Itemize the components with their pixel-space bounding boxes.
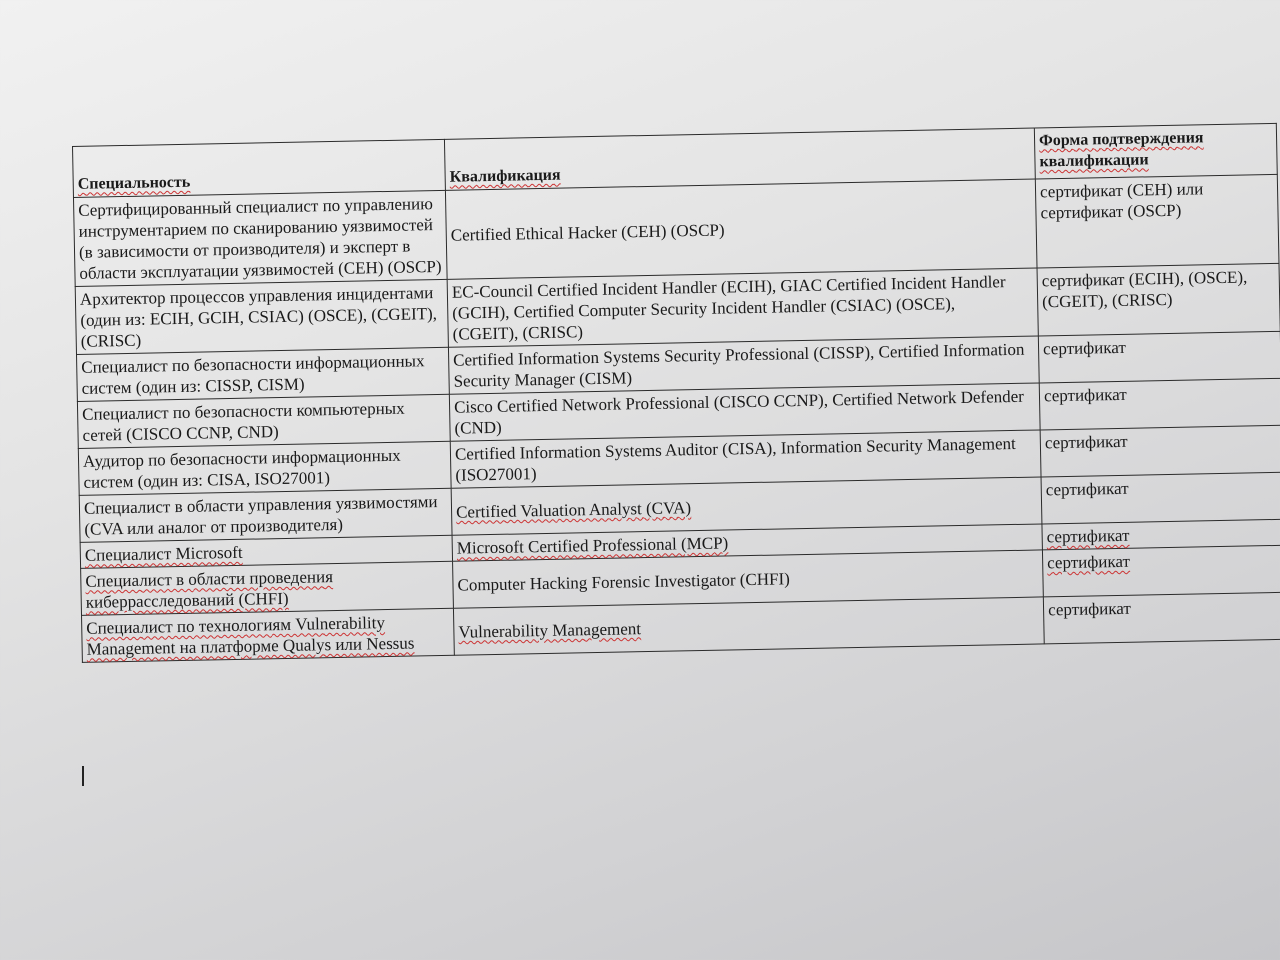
cell-specialty: Специалист в области проведения киберрасследований (CHFI) [81, 561, 454, 615]
cell-specialty: Специалист в области управления уязвимостями (CVA или аналог от производителя) [79, 488, 452, 542]
qualification-table [72, 123, 1280, 663]
cell-qualification: Vulnerability Management [453, 597, 1044, 655]
cell-form: сертификат [1043, 592, 1280, 644]
cell-qualification: Certified Information Systems Security Professional (CISSP), Certified Information Security Manager (CISM) [448, 336, 1039, 394]
cell-qualification: Microsoft Certified Professional (MCP) [452, 524, 1042, 561]
header-qualification: Квалификация [444, 128, 1035, 190]
cell-specialty: Архитектор процессов управления инцидентами (один из: ECIH, GCIH, CSIAC) (OSCE), (CGEIT), (CRISC) [75, 279, 448, 354]
cell-specialty: Специалист по безопасности информационных систем (один из: CISSP, CISM) [77, 347, 450, 401]
cell-form: сертификат [1042, 545, 1280, 597]
cell-qualification: Computer Hacking Forensic Investigator (CHFI) [453, 550, 1044, 608]
cell-specialty: Сертифицированный специалист по управлению инструментарием по сканированию уязвимостей (в зависимости от производителя) и эксперт в области эксплуатации уязвимостей (CEH) (OSCP) [73, 190, 447, 286]
cell-qualification: Certified Ethical Hacker (CEH) (OSCP) [445, 179, 1037, 279]
cell-form: сертификат [1041, 472, 1280, 524]
header-form: Форма подтверждения квалификации [1034, 123, 1277, 179]
cell-form: сертификат [1042, 519, 1280, 550]
cell-form: сертификат (CEH) или сертификат (OSCP) [1035, 174, 1279, 268]
cell-specialty: Специалист по технологиям Vulnerability Management на платформе Qualys или Nessus [82, 608, 455, 662]
cell-form: сертификат [1040, 425, 1280, 477]
cell-qualification: Cisco Certified Network Professional (CISCO CCNP), Certified Network Defender (CND) [449, 383, 1040, 441]
cell-qualification: EC-Council Certified Incident Handler (ECIH), GIAC Certified Incident Handler (GCIH), Certified Computer Security Incident Handler (CSIAC) (OSCE), (CGEIT), (CRISC) [447, 268, 1038, 347]
header-specialty: Специальность [73, 139, 446, 197]
cell-qualification: Certified Information Systems Auditor (CISA), Information Security Management (ISO27001) [450, 430, 1041, 488]
cell-specialty: Аудитор по безопасности информационных систем (один из: CISA, ISO27001) [78, 441, 451, 495]
cell-specialty: Специалист Microsoft [80, 535, 452, 568]
cell-specialty: Специалист по безопасности компьютерных сетей (CISCO CCNP, CND) [77, 394, 450, 448]
cell-form: сертификат (ECIH), (OSCE), (CGEIT), (CRISC) [1037, 263, 1280, 336]
cell-form: сертификат [1039, 378, 1280, 430]
text-cursor [82, 766, 84, 786]
cell-qualification: Certified Valuation Analyst (CVA) [451, 477, 1042, 535]
cell-form: сертификат [1038, 331, 1280, 383]
